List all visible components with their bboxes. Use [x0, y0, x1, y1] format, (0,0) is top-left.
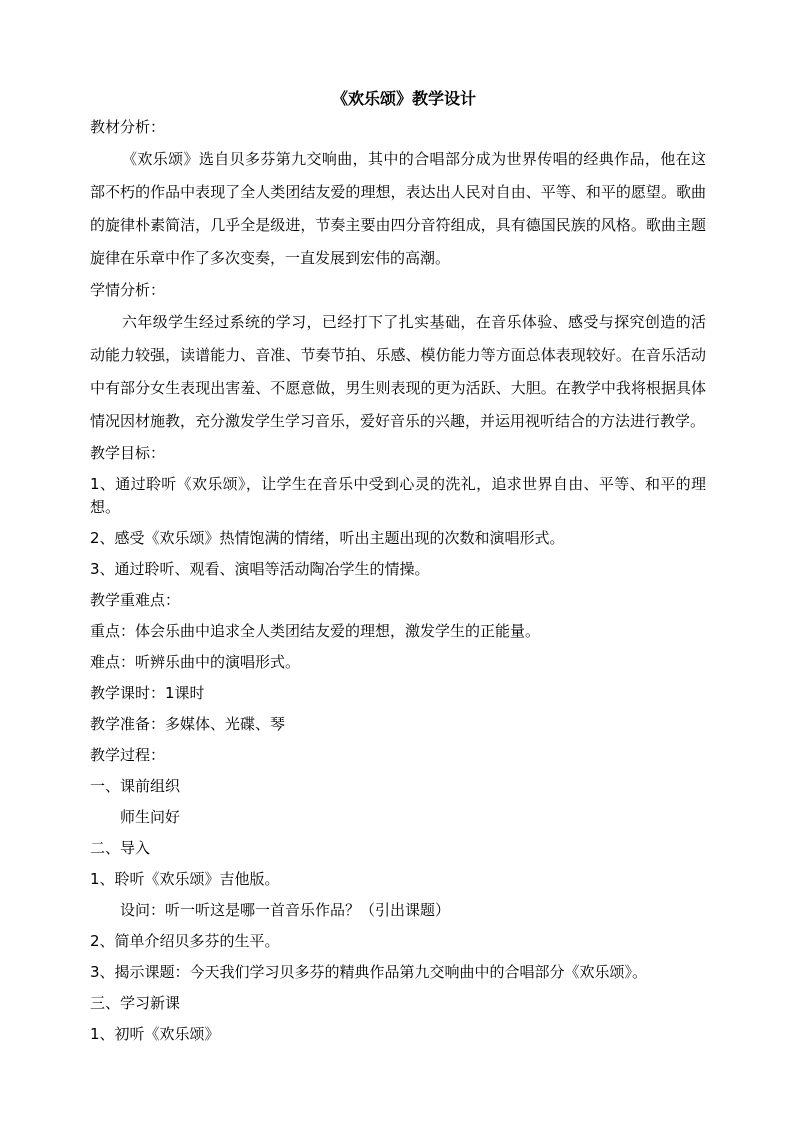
section-2-title: 二、导入 [90, 839, 151, 857]
goal-item-1: 1、通过聆听《欢乐颂》，让学生在音乐中受到心灵的洗礼，追求世界自由、平等、和平的理想。 [90, 475, 706, 516]
document-page [90, 86, 706, 1050]
section-2-item-1: 1、聆听《欢乐颂》吉他版。 [90, 870, 280, 888]
teaching-preparation: 教学准备：多媒体、光碟、琴 [90, 715, 286, 733]
key-difficult-heading: 教学重难点： [90, 591, 181, 609]
material-heading: 教材分析： [90, 118, 166, 136]
class-hours: 教学课时：1课时 [90, 684, 205, 702]
student-paragraph: 六年级学生经过系统的学习，已经打下了扎实基础，在音乐体验、感受与探究创造的活动能力较强，读谱能力、音准、节奏节拍、乐感、模仿能力等方面总体表现较好。在音乐活动中有部分女生表现出害羞、不愿意做，男生则表现的更为活跃、大胆。在教学中我将根据具体情况因材施教，充分激发学生学习音乐，爱好音乐的兴趣，并运用视听结合的方法进行教学。 [90, 313, 706, 430]
section-2-item-3: 3、揭示课题：今天我们学习贝多芬的精典作品第九交响曲中的合唱部分《欢乐颂》。 [90, 963, 648, 981]
document-title: 《欢乐颂》教学设计 [331, 89, 476, 108]
material-paragraph: 《欢乐颂》选自贝多芬第九交响曲，其中的合唱部分成为世界传唱的经典作品，他在这部不朽的作品中表现了全人类团结友爱的理想，表达出人民对自由、平等、和平的愿望。歌曲的旋律朴素简洁，几乎全是级进，节奏主要由四分音符组成，具有德国民族的风格。歌曲主题旋律在乐章中作了多次变奏，一直发展到宏伟的高潮。 [90, 150, 706, 267]
section-1-item: 师生问好 [120, 808, 181, 826]
student-heading: 学情分析： [90, 281, 166, 299]
section-1-title: 一、课前组织 [90, 777, 181, 795]
difficult-point: 难点：听辨乐曲中的演唱形式。 [90, 653, 301, 671]
goals-heading: 教学目标： [90, 444, 166, 462]
goal-item-3: 3、通过聆听、观看、演唱等活动陶冶学生的情操。 [90, 560, 430, 578]
section-2-item-2: 2、简单介绍贝多芬的生平。 [90, 932, 280, 950]
process-heading: 教学过程： [90, 746, 166, 764]
section-3-title: 三、学习新课 [90, 994, 181, 1012]
section-3-item-1: 1、初听《欢乐颂》 [90, 1025, 220, 1043]
section-2-item-1-note: 设问：听一听这是哪一首音乐作品？（引出课题） [120, 901, 451, 919]
goal-item-2: 2、感受《欢乐颂》热情饱满的情绪，听出主题出现的次数和演唱形式。 [90, 529, 565, 547]
key-point: 重点：体会乐曲中追求全人类团结友爱的理想，激发学生的正能量。 [90, 622, 541, 640]
